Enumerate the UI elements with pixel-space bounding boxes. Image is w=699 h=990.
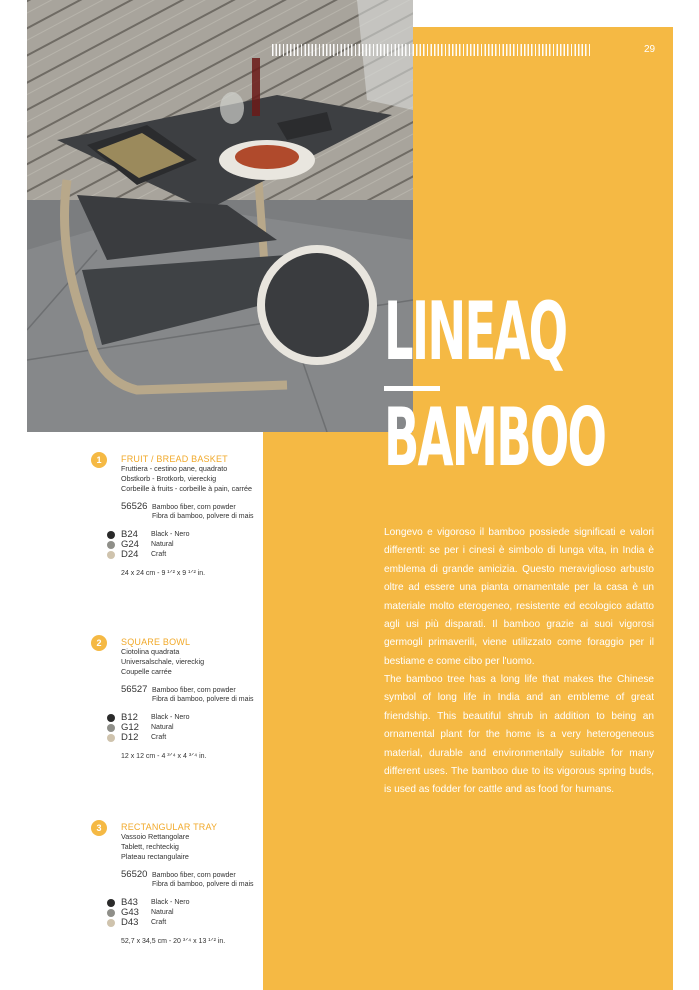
product-photo [27,0,413,432]
product-dimensions: 12 x 12 cm - 4 ³ᐟ⁴ x 4 ³ᐟ⁴ in. [121,753,207,760]
material-line: Bamboo fiber, corn powder [152,687,236,694]
variant-code: B43 [121,897,138,908]
color-variant-craft [107,733,257,743]
product-subtitle: Tablett, rechteckig [121,842,179,851]
material-line: Fibra di bamboo, polvere di mais [152,696,254,703]
product-number-badge: 2 [91,635,107,651]
variant-code: D12 [121,732,139,743]
product-subtitle: Vassoio Rettangolare [121,832,190,841]
decorative-stripe [272,44,590,56]
product-code: 56527 [121,684,148,695]
product-subtitle: Fruttiera - cestino pane, quadrato [121,464,228,473]
product-dimensions: 24 x 24 cm - 9 ¹ᐟ² x 9 ¹ᐟ² in. [121,570,206,577]
variant-code: B12 [121,712,138,723]
product-number-badge: 3 [91,820,107,836]
variant-name: Natural [151,541,174,548]
color-swatch [107,734,115,742]
variant-name: Black - Nero [151,899,190,906]
color-variant-craft [107,550,257,560]
variant-name: Craft [151,551,167,558]
variant-code: G12 [121,722,139,733]
variant-name: Black - Nero [151,714,190,721]
color-swatch [107,899,115,907]
product-subtitle: Plateau rectangulaire [121,852,189,861]
variant-code: B24 [121,529,138,540]
color-swatch [107,714,115,722]
title-line-2: BAMBOO [384,391,606,484]
product-code: 56520 [121,869,148,880]
product-subtitle: Coupelle carrée [121,667,172,676]
product-name: RECTANGULAR TRAY [121,822,218,832]
product-subtitle: Corbeille à fruits - corbeille à pain, carrée [121,484,253,493]
product-name: FRUIT / BREAD BASKET [121,454,228,464]
variant-code: D24 [121,549,139,560]
color-swatch [107,551,115,559]
variant-name: Craft [151,919,167,926]
product-code: 56526 [121,501,148,512]
variant-name: Natural [151,724,174,731]
color-swatch [107,724,115,732]
variant-code: G43 [121,907,139,918]
variant-name: Natural [151,909,174,916]
material-line: Bamboo fiber, corn powder [152,872,236,879]
page-number: 29 [644,44,656,55]
variant-name: Black - Nero [151,531,190,538]
color-swatch [107,909,115,917]
product-subtitle: Universalschale, viereckig [121,657,205,666]
paragraph-italian: Longevo e vigoroso il bamboo possiede significati e valori differenti: se per i cinesi è simbolo di lunga vita, in India è emblema di grande amicizia. Questo meraviglioso arbusto oltre ad essere una pianta ornamentale per la casa è un materiale molto eterogeneo, resistente ed ecologico adatto agli usi più disparati. Il bamboo grazie ai suoi vigorosi germogli primaverili, viene utilizzato come foraggio per il bestiame e come cibo per l'uomo. [384,527,654,667]
paragraph-english: The bamboo tree has a long life that makes the Chinese symbol of long life in India and an embleme of great friendship. This beautiful shrub in addition to being an ornamental plant for the home is a very heterogeneous material, durable and environmentally suitable for many different uses. The bamboo due to its vigorous spring buds, is used as fodder for cattle and as food for humans. [384,674,654,796]
color-swatch [107,531,115,539]
product-name: SQUARE BOWL [121,637,191,647]
material-line: Fibra di bamboo, polvere di mais [152,513,254,520]
material-line: Bamboo fiber, corn powder [152,504,236,511]
color-swatch [107,919,115,927]
color-variant-craft [107,918,257,928]
product-subtitle: Obstkorb - Brotkorb, viereckig [121,474,217,483]
variant-name: Craft [151,734,167,741]
material-line: Fibra di bamboo, polvere di mais [152,881,254,888]
variant-code: G24 [121,539,139,550]
variant-code: D43 [121,917,139,928]
product-number-badge: 1 [91,452,107,468]
color-swatch [107,541,115,549]
title-line-1: LINEAQ [384,285,567,378]
product-dimensions: 52,7 x 34,5 cm - 20 ³ᐟ⁴ x 13 ¹ᐟ² in. [121,938,226,945]
product-subtitle: Ciotolina quadrata [121,647,180,656]
